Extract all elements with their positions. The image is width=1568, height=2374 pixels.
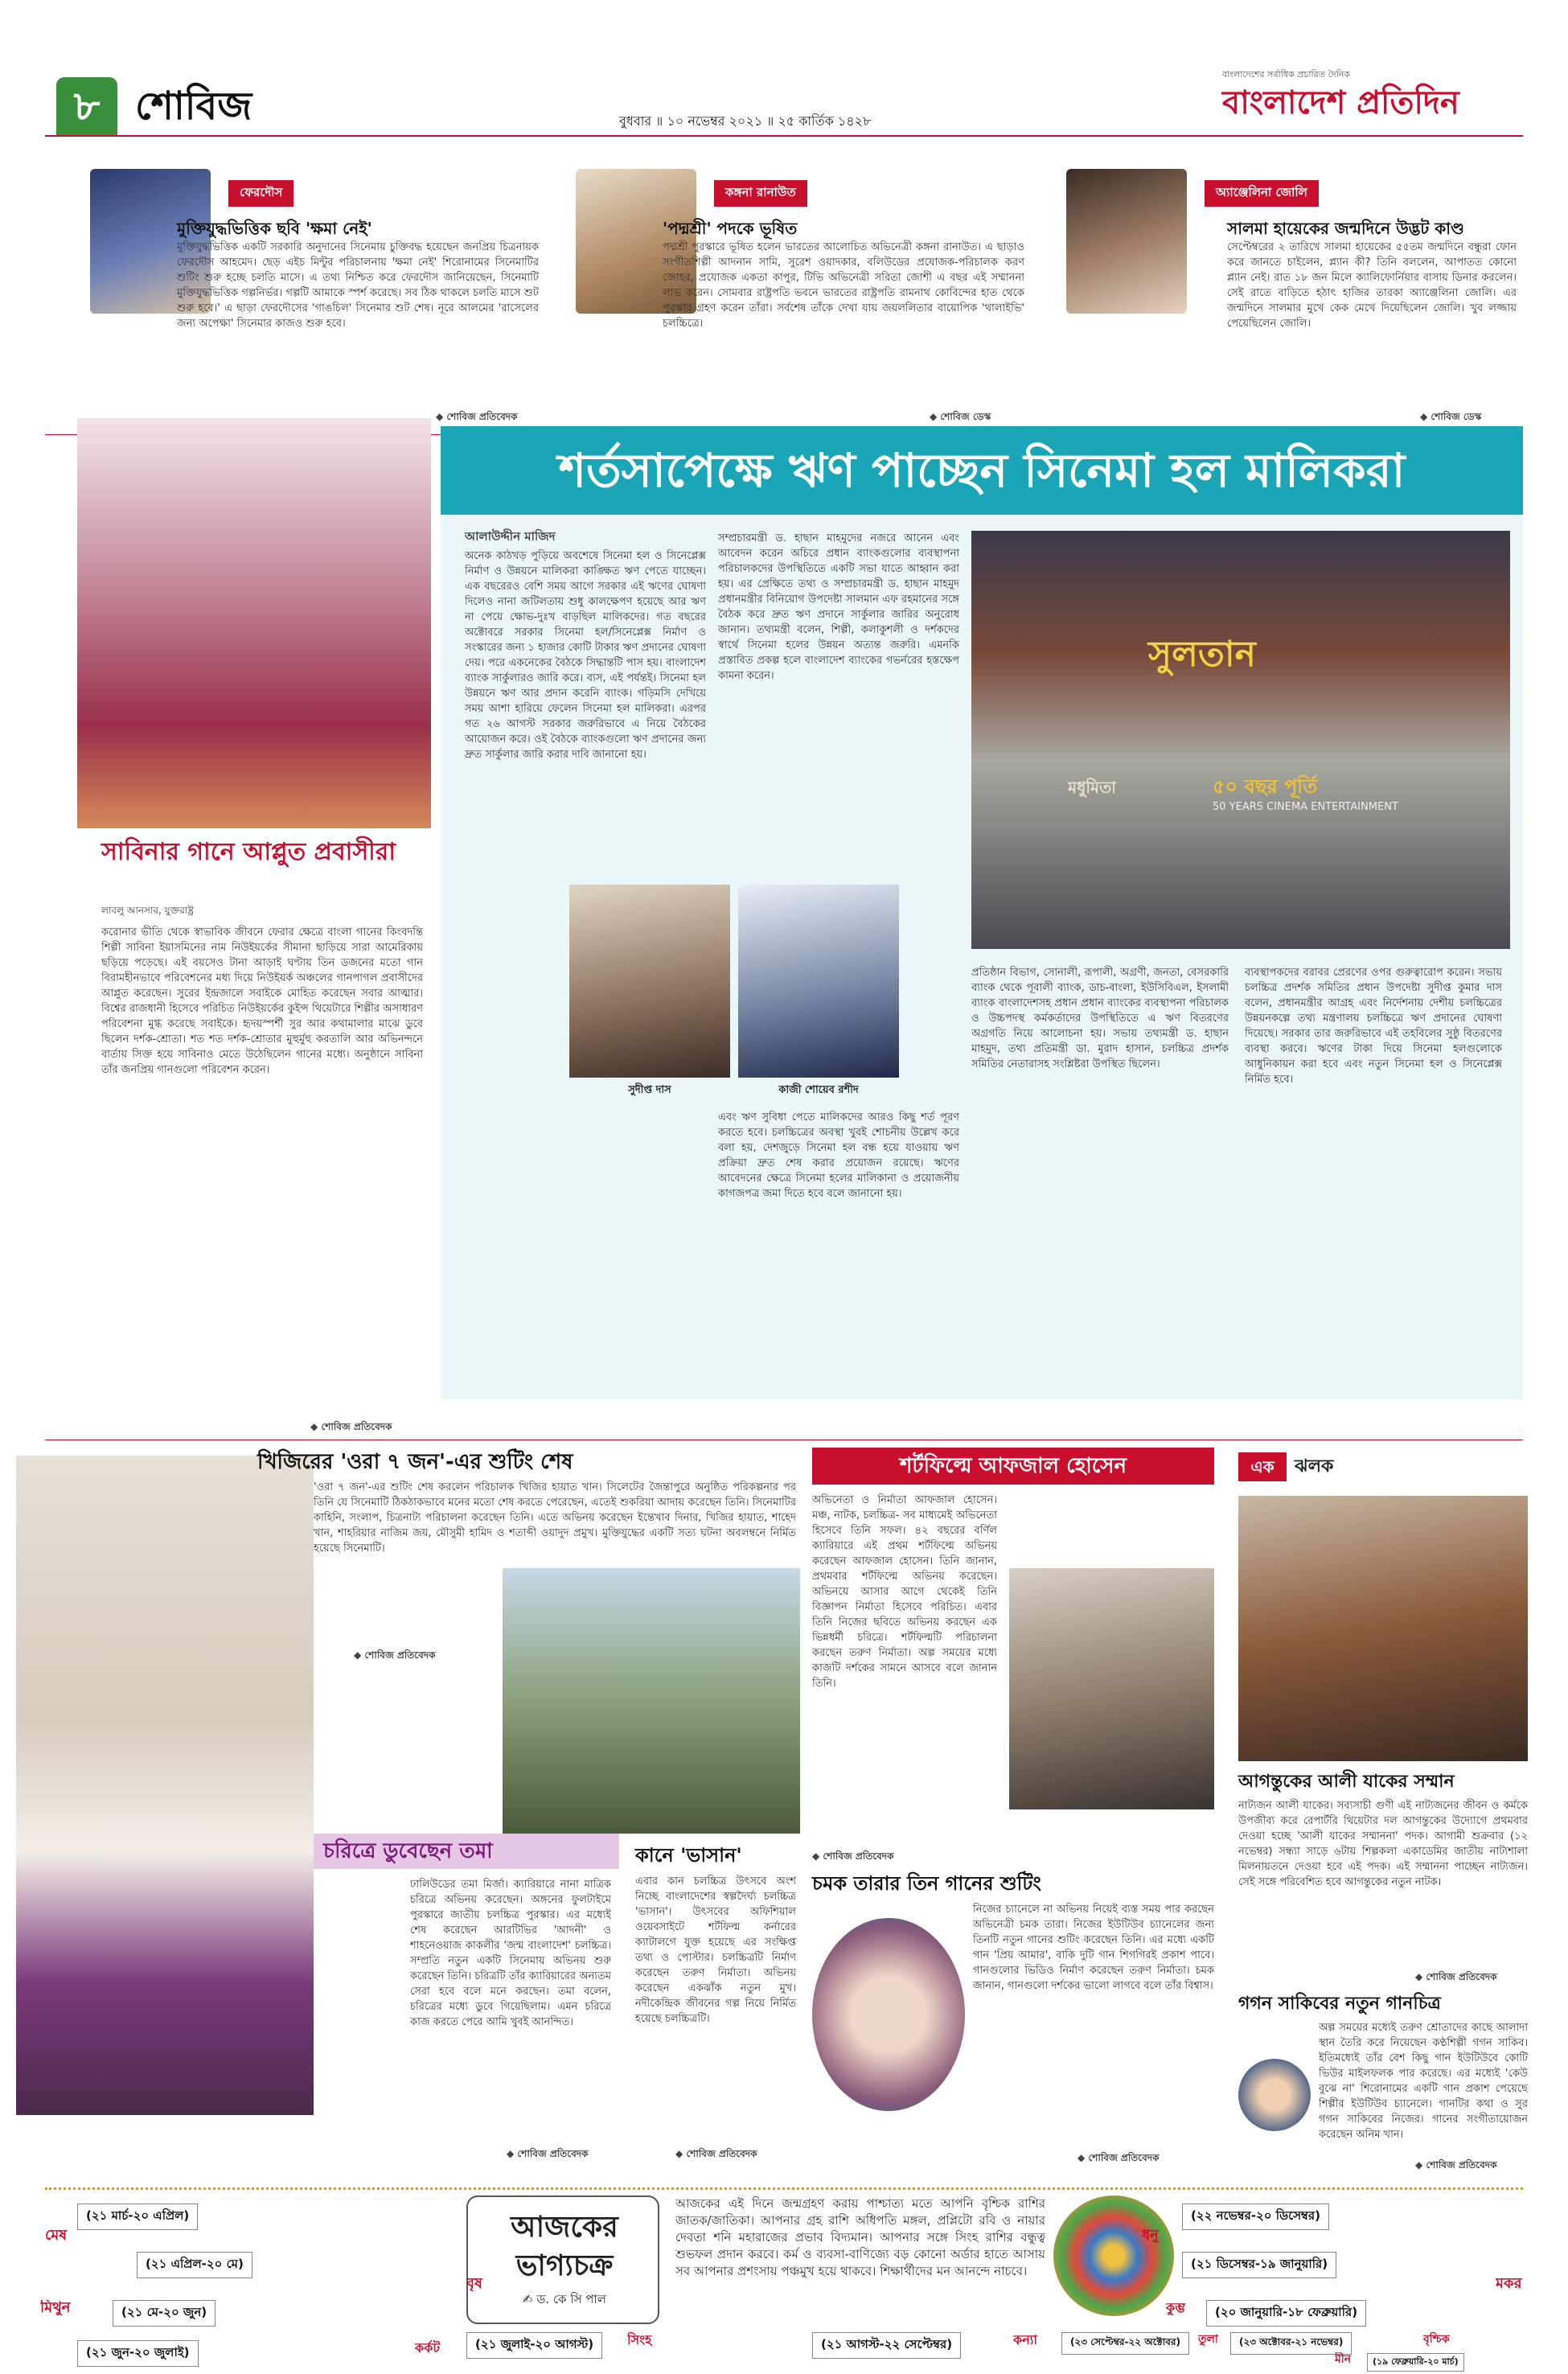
horoscope-top-rule [45, 2187, 1523, 2190]
chomok-box [812, 1870, 1214, 2175]
khijir-headline: খিজিরের 'ওরা ৭ জন'-এর শুটিং শেষ [257, 1450, 573, 1474]
sabina-photo [77, 418, 431, 828]
vasan-body: এবার কান চলচ্চিত্র উৎসবে অংশ নিচ্ছে বাংলাদেশের স্বল্পদৈর্ঘ্য চলচ্চিত্র 'ভাসান'। উৎসবের অফিশিয়াল ওয়েবসাইটে শর্টফিল্ম কর্নারের ক্যাটালগে যুক্ত হয়েছে এর সংক্ষিপ্ত তথ্য ও পোস্টার। চলচ্চিত্রটি নির্মাণ করেছেন তরুণ নির্মাতা। অভিনয় করেছেন একঝাঁক নতুন মুখ। নদীকেন্দ্রিক জীবনের গল্প নিয়ে নির্মিত হয়েছে চলচ্চিত্রটি। [635, 1875, 796, 2025]
jholok-label: ঝলক [1295, 1456, 1334, 1477]
page-number: ৮ [73, 83, 101, 129]
vasan-box [627, 1834, 804, 2171]
top-story-ferdous [90, 169, 540, 426]
afzal-box [812, 1448, 1214, 1866]
ali-zaker-body: নাট্যজন আলী যাকের। সব্যসাচী গুণী এই নাট্যজনের জীবন ও কর্মকে উপজীব্য করে রেপার্টরি থিয়েটার দল আগন্তুকের উদ্যোগে প্রথমবার দেওয়া হচ্ছে 'আলী যাকের সম্মাননা' পদক। আগামী শুক্রবার (১২ নভেম্বর) সন্ধ্যা সাড়ে ৬টায় শিল্পকলা একাডেমির জাতীয় নাট্যশালা মিলনায়তনে দেওয়া হবে এই পদক। এই সম্মাননা পাচ্ছেন নাট্যজন। সেই সঙ্গে পরিবেশিত হবে আগন্তুকের নতুন নাটক। [1238, 1800, 1528, 1888]
lead-photo-shoeb [738, 885, 899, 1078]
kangana-headline: 'পদ্মশ্রী' পদকে ভূষিত [663, 219, 798, 238]
cinema-sign-50yrs: ৫০ বছর পূর্তি [1213, 775, 1318, 798]
zodiac-meen-dates: (১৯ ফেব্রুয়ারি-২০ মার্চ) [1367, 2353, 1464, 2372]
masthead-rule [45, 135, 1523, 137]
zodiac-mesh-dates: (২১ মার্চ-২০ এপ্রিল) [77, 2204, 198, 2230]
zodiac-karkat-dates: (২১ জুন-২০ জুলাই) [77, 2340, 199, 2367]
zodiac-kanya-name: কন্যা [1013, 2332, 1038, 2347]
zodiac-singho-dates: (২১ জুলাই-২০ আগস্ট) [466, 2332, 602, 2359]
jolie-tag: অ্যাঞ্জেলিনা জোলি [1205, 180, 1319, 207]
khijir-body: 'ওরা ৭ জন'-এর শুটিং শেষ করলেন পরিচালক খিজির হায়াত খান। সিলেটের জৈন্তাপুরে অনুষ্ঠিত পরিকল্পনার পর তিনি যে সিনেমাটি ঠিকঠাকভাবে মনের মতো শেষ করতে পেরেছেন, এতেই শুকরিয়া আদায় করেছেন তিনি। সিনেমাটির কাহিনি, সংলাপ, চিত্রনাট্য পরিচালনা করেছেন তিনি। এতে অভিনয় করেছেন ইন্তেখাব দিনার, খিজির হায়াত, শাহেদ খান, শাহরিয়ার নাজিম জয়, মৌসুমী হামিদ ও শতাব্দী ওয়াদুদ প্রমুখ। মুক্তিযুদ্ধের একটি সত্য ঘটনা অবলম্বনে নির্মিত হয়েছে সিনেমাটি। [314, 1481, 796, 1555]
toma-photo [16, 1456, 314, 2115]
zodiac-dhonu-name: ধনু [1142, 2228, 1159, 2243]
toma-body: ঢালিউডের তমা মির্জা। ক্যারিয়ারে নানা মাত্রিক চরিত্রে অভিনয় করেছেন। অঙ্গনের ফুলটাইমে পুরস্কারে জাতীয় চলচ্চিত্র পুরস্কার। এর মধ্যেই শেষ করেছেন আরটিভির 'আদনী' ও শাহনেওয়াজ কাকলীর 'জন্ম বাংলাদেশ' চলচ্চিত্র। সম্প্রতি নতুন একটি সিনেমায় অভিনয় শুরু করেছেন তিনি। চরিত্রটি তাঁর ক্যারিয়ারের অন্যতম সেরা হবে বলে মনে করছেন। তমা বলেন, চরিত্রের মধ্যে ডুবে গিয়েছিলাম। এমন চরিত্রে কাজ করতে পেরে আমি খুবই আনন্দিত। [410, 1879, 611, 2028]
zodiac-mithun-dates: (২১ মে-২০ জুন) [113, 2300, 215, 2327]
cinema-hall-photo [971, 531, 1510, 949]
zodiac-kumbho-dates: (২০ জানুয়ারি-১৮ ফেব্রুয়ারি) [1206, 2300, 1366, 2327]
afzal-photo [1009, 1568, 1214, 1809]
chomok-photo [812, 1918, 965, 2111]
zodiac-brishchik-name: বৃশ্চিক [1423, 2333, 1450, 2346]
zodiac-brisho-dates: (২১ এপ্রিল-২০ মে) [137, 2252, 252, 2278]
gogon-credit: ◆ শোবিজ প্রতিবেদক [1415, 2159, 1497, 2171]
paper-logo: বাংলাদেশ প্রতিদিন [1222, 84, 1459, 121]
sabina-credit: ◆ শোবিজ প্রতিবেদক [310, 1421, 392, 1432]
lead-photo-sudipta [569, 885, 730, 1078]
horoscope-title-2: ভাগ্যচক্র [515, 2249, 614, 2282]
zodiac-mokor [1182, 2252, 1522, 2292]
zodiac-kumbho-name: কুম্ভ [1166, 2300, 1185, 2315]
horoscope-title-box [466, 2195, 659, 2324]
zodiac-kanya-dates: (২১ আগস্ট-২২ সেপ্টেম্বর) [812, 2332, 961, 2359]
jolie-body: সেপ্টেম্বরের ২ তারিখে সালমা হায়েকের ৫৫তম জন্মদিনে বন্ধুরা ফোন করে জানতে চাইলেন, প্ল্যান কী? তিনি বললেন, আপাতত কোনো প্ল্যান নেই। রাত ১৮ জন মিলে ক্যালিফোর্নিয়ার বাসায় ডিনার করলেন। সেই রাতে বাড়িতে হঠাৎ হাজির তারকা অ্যাঞ্জেলিনা জোলি। এর জন্মদিনে সালমার মুখে কেক মেখে দিয়েছিলেন জোলি। খুব লজ্জায় পেয়েছিলেন জোলি। [1227, 241, 1517, 330]
zodiac-dhonu-dates: (২২ নভেম্বর-২০ ডিসেম্বর) [1182, 2204, 1329, 2230]
chomok-body: নিজের চ্যানেলে না অভিনয় নিয়েই ব্যস্ত সময় পার করছেন অভিনেত্রী চমক তারা। নিজের ইউটিউব চ্যানেলের জন্য তিনটি নতুন গানের শুটিং করেছেন তিনি। এর মধ্যে একটি গান 'প্রিয় আমার', বাকি দুটি গান শিগগিরই প্রকাশ পাবে। গানগুলোর ভিডিও নির্মাণ করেছেন তরুণ নির্মাতা। চমক জানান, গানগুলো দর্শকের ভালো লাগবে বলে তাঁর বিশ্বাস। [973, 1904, 1214, 1992]
zodiac-tula [1061, 2332, 1222, 2372]
ali-zaker-credit: ◆ শোবিজ প্রতিবেদক [1415, 1971, 1497, 1982]
zodiac-mithun-name: মিথুন [40, 2300, 71, 2315]
ek-label: এক [1238, 1452, 1287, 1481]
lead-col2: সম্প্রচারমন্ত্রী ড. হাছান মাহমুদের নজরে আনেন এবং আবেদন করেন অচিরে প্রধান ব্যাংকগুলোর ব্যবস্থাপনা পরিচালকদের উপস্থিতিতে একটি সভা যাতে আহ্বান করা হয়। এর প্রেক্ষিতে তথ্য ও সম্প্রচারমন্ত্রী ড. হাছান মাহমুদ প্রধানমন্ত্রীর বিনিয়োগ উপদেষ্টা সালমান এফ রহমানের সঙ্গে বৈঠক করে দ্রুত ঋণ প্রদানে সার্কুলার জারির অনুরোধ জানান। তথ্যমন্ত্রী বলেন, শিল্পী, কলাকুশলী ও দর্শকদের স্বার্থে সিনেমা হলের উন্নয়ন অত্যন্ত জরুরি। এমনকি প্রস্তাবিত প্রকল্প হলে বাংলাদেশ ব্যাংকের গভর্নরের হস্তক্ষেপ কামনা করেন। [718, 532, 959, 682]
sabina-headline: সাবিনার গানে আপ্লুত প্রবাসীরা [101, 838, 396, 866]
zodiac-karkat [77, 2340, 455, 2372]
jolie-credit: ◆ শোবিজ ডেস্ক [1420, 411, 1482, 422]
lead-photo-sudipta-caption: সুদীপ্ত দাস [628, 1084, 671, 1096]
ferdous-headline: মুক্তিযুদ্ধভিত্তিক ছবি 'ক্ষমা নেই' [177, 219, 372, 238]
zodiac-tula-dates: (২৩ সেপ্টেম্বর-২২ অক্টোবর) [1061, 2332, 1189, 2355]
zodiac-mesh [45, 2204, 455, 2244]
zodiac-kumbho [1166, 2300, 1520, 2332]
sabina-body: করোনার ভীতি থেকে স্বাভাবিক জীবনে ফেরার ক্ষেত্রে বাংলা গানের কিংবদন্তি শিল্পী সাবিনা ইয়াসমিনের নাম নিউইয়র্কের সীমানা ছাড়িয়ে সারা আমেরিকায় ছড়িয়ে পড়েছে। এই বয়সেও টানা আড়াই ঘণ্টায় তিন ডজনের মতো গান বিরামহীনভাবে পরিবেশনের মধ্য দিয়ে নিউইয়র্ক অঞ্চলের গানপাগল প্রবাসীদের আপ্লুত করেছেন। সুরের ইন্দ্রজালে সবাইকে মোহিত করেছেন সবার আত্মার। বিশ্বের রাজধানী হিসেবে পরিচিত নিউইয়র্কের কুইন্স থিয়েটারে শিল্পীর অসাধারণ পরিবেশনা মুগ্ধ করেছে সবাইকে। হৃদয়স্পর্শী সুর আর কথামালার মাঝে ডুবে ছিলেন দর্শক-শ্রোতা। শত শত দর্শক-শ্রোতার মুহুর্মুহু করতালি আর অভিনন্দনে বার্তায় সিক্ত হয়ে সাবিনাও মেতে উঠেছিলেন গানের মধ্যে। অনুষ্ঠানে সাবিনা তাঁর জনপ্রিয় গানগুলো পরিবেশন করেন। [101, 926, 423, 1076]
vasan-credit: ◆ শোবিজ প্রতিবেদক [675, 2148, 757, 2159]
afzal-credit: ◆ শোবিজ প্রতিবেদক [812, 1850, 894, 1862]
dateline: বুধবার ॥ ১০ নভেম্বর ২০২১ ॥ ২৫ কার্তিক ১৪২৮ [619, 113, 872, 129]
ferdous-tag: ফেরদৌস [228, 180, 293, 207]
gogon-body: অল্প সময়ের মধ্যেই তরুণ শ্রোতাদের কাছে আলাদা স্থান তৈরি করে নিয়েছেন কণ্ঠশিল্পী গগন সাকিব। ইতিমধ্যেই তাঁর বেশ কিছু গান ইউটিউবে কোটি ভিউর মাইলফলক পার করেছে। এর মধ্যেই 'কেউ বুঝে না' শিরোনামের একটি গান প্রকাশ পেয়েছে শিল্পীর ইউটিউব চ্যানেলে। গানটির কথা ও সুর গগন সাকিবের নিজের। গানের সংগীতায়োজন করেছেন অনিম খান। [1319, 2022, 1528, 2141]
lead-story [441, 426, 1523, 1399]
ferdous-body: মুক্তিযুদ্ধভিত্তিক একটি সরকারি অনুদানের সিনেমায় চুক্তিবদ্ধ হয়েছেন জনপ্রিয় চিত্রনায়ক ফেরদৌস আহমেদ। ছেড় এইচ মিন্টুর পরিচালনায় 'ক্ষমা নেই' শিরোনামের সিনেমাটির শুটিং শুরু হচ্ছে চলতি মাসে। এ তথ্য নিশ্চিত করে ফেরদৌস জানিয়েছেন, সিনেমাটি মুক্তিযুদ্ধভিত্তিক গল্পনির্ভর। গল্পটি আমাকে স্পর্শ করেছে। সব ঠিক থাকলে চলতি মাসে শুট শুরু হবে।' এ ছাড়া ফেরদৌসের 'গাঙচিল' সিনেমার শুট শেষ। নূরে আলমের 'রাসেলের জন্য অপেক্ষা' সিনেমার কাজও শুরু হবে। [177, 241, 539, 330]
zodiac-mokor-dates: (২১ ডিসেম্বর-১৯ জানুয়ারি) [1182, 2252, 1336, 2278]
cinema-sign-modhumita: মধুমিতা [1068, 778, 1116, 797]
sabina-story [77, 418, 431, 1440]
cinema-sign-entertainment: 50 YEARS CINEMA ENTERTAINMENT [1213, 801, 1398, 813]
zodiac-meen-name: মীন [1335, 2353, 1352, 2366]
afzal-headline: শর্টফিল্মে আফজাল হোসেন [900, 1454, 1127, 1478]
ali-zaker-headline: আগন্তুকের আলী যাকের সম্মান [1238, 1772, 1455, 1792]
kangana-credit: ◆ শোবিজ ডেস্ক [930, 411, 991, 422]
cinema-sign-sultan: সুলতান [1148, 634, 1256, 675]
chomok-credit: ◆ শোবিজ প্রতিবেদক [1077, 2152, 1160, 2163]
lead-headline: শর্তসাপেক্ষে ঋণ পাচ্ছেন সিনেমা হল মালিকরা [558, 443, 1406, 498]
top-story-jolie [1066, 169, 1517, 426]
kangana-body: পদ্মশ্রী পুরস্কারে ভূষিত হলেন ভারতের আলোচিত অভিনেত্রী কঙ্গনা রানাউত। এ ছাড়াও সংগীতশিল্পী আদনান সামি, সুরেশ ওয়াদকার, বলিউডের প্রযোজক-পরিচালক করণ জোহর, প্রযোজক একতা কাপুর, টিভি অভিনেত্রী সরিতা জোশী এ বছর এই সম্মাননা লাভ করেন। সোমবার রাষ্ট্রপতি ভবনে ভারতের রাষ্ট্রপতি রামনাথ কোবিন্দের হাত থেকে পুরস্কার গ্রহণ করেন তাঁরা। সর্বশেষ তাঁকে দেখা যায় জয়ললিতার বায়োপিক 'থালাইভি' চলচ্চিত্রে। [663, 241, 1024, 330]
ek-jholok-label [1238, 1452, 1399, 1481]
zodiac-mokor-name: মকর [1496, 2276, 1522, 2291]
ali-zaker-photo [1238, 1496, 1528, 1761]
zodiac-karkat-name: কর্কট [415, 2340, 441, 2356]
horoscope-author: ✍ ড. কে সি পাল [523, 2292, 606, 2306]
zodiac-brisho [137, 2252, 482, 2292]
lead-col4: প্রতিষ্ঠান বিভাগ, সোনালী, রূপালী, অগ্রণী, জনতা, বেসরকারি ব্যাংক থেকে পূবালী ব্যাংক, ডাচ-বাংলা, ইউসিবিএল, ইসলামী ব্যাংক বাংলাদেশসহ প্রধান প্রধান ব্যাংকের ব্যবস্থাপনা পরিচালক ও উচ্চপদস্থ কর্মকর্তাদের উপস্থিতিতে এ ঋণ বিতরণের অগ্রগতি নিয়ে আলোচনা হয়। সভায় তথ্যমন্ত্রী ড. হাছান মাহমুদ, তথ্য প্রতিমন্ত্রী ডা. মুরাদ হাসান, চলচ্চিত্র প্রদর্শক সমিতির নেতারাসহ সংশ্লিষ্টরা উপস্থিত ছিলেন। [971, 967, 1229, 1070]
zodiac-kanya [812, 2332, 1053, 2372]
jolie-headline: সালমা হায়েকের জন্মদিনে উদ্ভট কাণ্ড [1227, 219, 1465, 238]
khijir-shooting-photo [503, 1568, 800, 1834]
lead-col3: এবং ঋণ সুবিধা পেতে মালিকদের আরও কিছু শর্ত পূরণ করতে হবে। চলচ্চিত্রের অবস্থা খুবই শোচনীয় উল্লেখ করে বলা হয়, দেশজুড়ে সিনেমা হল বন্ধ হয়ে যাওয়ায় ঋণ প্রক্রিয়া দ্রুত শেষ করার প্রয়োজন রয়েছে। ঋণের আবেদনের ক্ষেত্রে সিনেমা হলের মালিকানা ও প্রয়োজনীয় কাগজপত্র জমা দিতে হবে বলে জানানো হয়। [718, 1111, 959, 1200]
zodiac-singho [466, 2332, 804, 2372]
toma-headline: চরিত্রে ডুবেছেন তমা [323, 1839, 493, 1863]
toma-credit: ◆ শোবিজ প্রতিবেদক [507, 2148, 589, 2159]
zodiac-mesh-name: মেষ [45, 2228, 68, 2243]
toma-box [314, 1834, 619, 2171]
chomok-headline: চমক তারার তিন গানের শুটিং [812, 1872, 1041, 1895]
lead-col5: ব্যবস্থাপকদের বরাবর প্রেরণের ওপর গুরুত্বারোপ করেন। সভায় চলচ্চিত্র প্রদর্শক সমিতির প্রধান উপদেষ্টা সুদীপ্ত কুমার দাস বলেন, প্রধানমন্ত্রীর আগ্রহ এবং নির্দেশনায় দেশীয় চলচ্চিত্রের উন্নয়নকল্পে তথ্য মন্ত্রণালয় চলচ্চিত্রে ঋণ প্রদানের ঘোষণা দিয়েছে। সরকার তার জরুরিভাবে এই তহবিলের সুষ্ঠু বিতরণের ব্যবস্থা করবে। ঋণের টাকা দিয়ে সিনেমা হলগুলোকে আধুনিকায়ন করা হবে এবং নতুন সিনেমা হল ও সিনেপ্লেক্স নির্মিত হবে। [1245, 967, 1502, 1086]
lead-byline: আলাউদ্দীন মাজিদ [465, 529, 556, 544]
horoscope-title-1: আজকের [511, 2211, 618, 2244]
sabina-byline: লাবলু আনসার, যুক্তরাষ্ট্র [101, 905, 194, 916]
paper-tagline: বাংলাদেশের সর্বাধিক প্রচারিত দৈনিক [1222, 69, 1351, 80]
zodiac-mithun [40, 2300, 458, 2340]
zodiac-brisho-name: বৃষ [466, 2276, 482, 2291]
zodiac-meen [1335, 2352, 1520, 2372]
jolie-photo [1066, 169, 1187, 314]
section-name: শোবিজ [135, 84, 252, 129]
zodiac-dhonu [1142, 2204, 1520, 2244]
zodiac-brishchik-dates: (২৩ অক্টোবর-২১ নভেম্বর) [1230, 2332, 1352, 2355]
ek-jholok [1238, 1448, 1528, 2179]
horoscope-intro: আজকের এই দিনে জন্মগ্রহণ করায় পাশ্চাত্য মতে আপনি বৃশ্চিক রাশির জাতক/জাতিকা। আপনার গ্রহ রাশি অধিপতি মঙ্গল, প্রপ্লিটো রবি ও নায়ার দেবতা শনি মহারাজের প্রভাব বিদ্যমান। আপনার সঙ্গে সিংহ রাশির বন্ধুত্ব শুভফল প্রদান করবে। কর্ম ও ব্যবসা-বাণিজ্যে বড় কোনো অর্ডার হাতে আসায় সব আপনার প্রশংসায় পঞ্চমুখ হয়ে থাকবে। শিক্ষার্থীদের মন আনন্দে নাচবে। [675, 2196, 1045, 2278]
khijir-credit: ◆ শোবিজ প্রতিবেদক [354, 1649, 436, 1661]
zodiac-singho-name: সিংহ [627, 2332, 652, 2347]
masthead [0, 0, 1568, 137]
top-story-kangana [576, 169, 1026, 426]
zodiac-tula-name: তুলা [1198, 2333, 1218, 2346]
vasan-headline: কানে 'ভাসান' [635, 1844, 742, 1867]
lead-photo-shoeb-caption: কাজী শোয়েব রশীদ [778, 1084, 859, 1096]
lead-col1: অনেক কাঠখড় পুড়িয়ে অবশেষে সিনেমা হল ও সিনেপ্লেক্স নির্মাণ ও উন্নয়নে মালিকরা কাঙ্ক্ষিত ঋণ পেতে যাচ্ছেন। এক বছরেরও বেশি সময় আগে সরকার এই ঋণের ঘোষণা দিলেও নানা জটিলতায় শুধু কালক্ষেপণ হয়েছে আর ঋণ না পেয়ে ক্ষোভ-দুঃখ বাড়ছিল মালিকদের। গত বছরের অক্টোবরে সরকার সিনেমা হল/সিনেপ্লেক্স নির্মাণ ও সংস্কারের জন্য ১ হাজার কোটি টাকার ঋণ প্রদানের ঘোষণা দেয়। পরে একনেকের বৈঠকে সিদ্ধান্তটি পাস হয়। বাংলাদেশ ব্যাংক সার্কুলারও জারি করে। ব্যস, এই পর্যন্তই। সিনেমা হল উন্নয়নে ঋণ আর প্রদান করেনি ব্যাংক। গড়িমসি দেখিয়ে সময় আশা হারিয়ে ফেলেন সিনেমা হল মালিকরা। এরপর গত ২৬ আগস্ট সরকার জরুরিভাবে এ নিয়ে বৈঠকের আয়োজন করে। ওই বৈঠকে ব্যাংকগুলো ঋণ প্রদানের জন্য দ্রুত সার্কুলার জারি করার দাবি জানানো হয়। [465, 550, 706, 761]
gogon-headline: গগন সাকিবের নতুন গানচিত্র [1238, 1994, 1441, 2014]
afzal-body: অভিনেতা ও নির্মাতা আফজাল হোসেন। মঞ্চ, নাটক, চলচ্চিত্র- সব মাধ্যমেই অভিনেতা হিসেবে তিনি সফল। ৪২ বছরের বর্ণিল ক্যারিয়ারে এই প্রথম শর্টফিল্মে অভিনয় করেছেন আফজাল হোসেন। তিনি জানান, প্রথমবার শর্টফিল্মে অভিনয় করেছেন। অভিনয়ে আসার আগে থেকেই তিনি বিজ্ঞাপন নির্মাতা হিসেবে পরিচিত। এবার তিনি নিজের ছবিতে অভিনয় করছেন এক ভিন্নধর্মী চরিত্রে। শর্টফিল্মটি পরিচালনা করছেন তরুণ নির্মাতা। অল্প সময়ের মধ্যে কাজটি দর্শকের সামনে আসবে বলে জানান তিনি। [812, 1494, 997, 1690]
gogon-photo [1238, 2059, 1311, 2131]
kangana-tag: কঙ্গনা রানাউত [714, 180, 807, 207]
ferdous-credit: ◆ শোবিজ প্রতিবেদক [436, 411, 518, 422]
zodiac-wheel-icon [1053, 2195, 1174, 2316]
